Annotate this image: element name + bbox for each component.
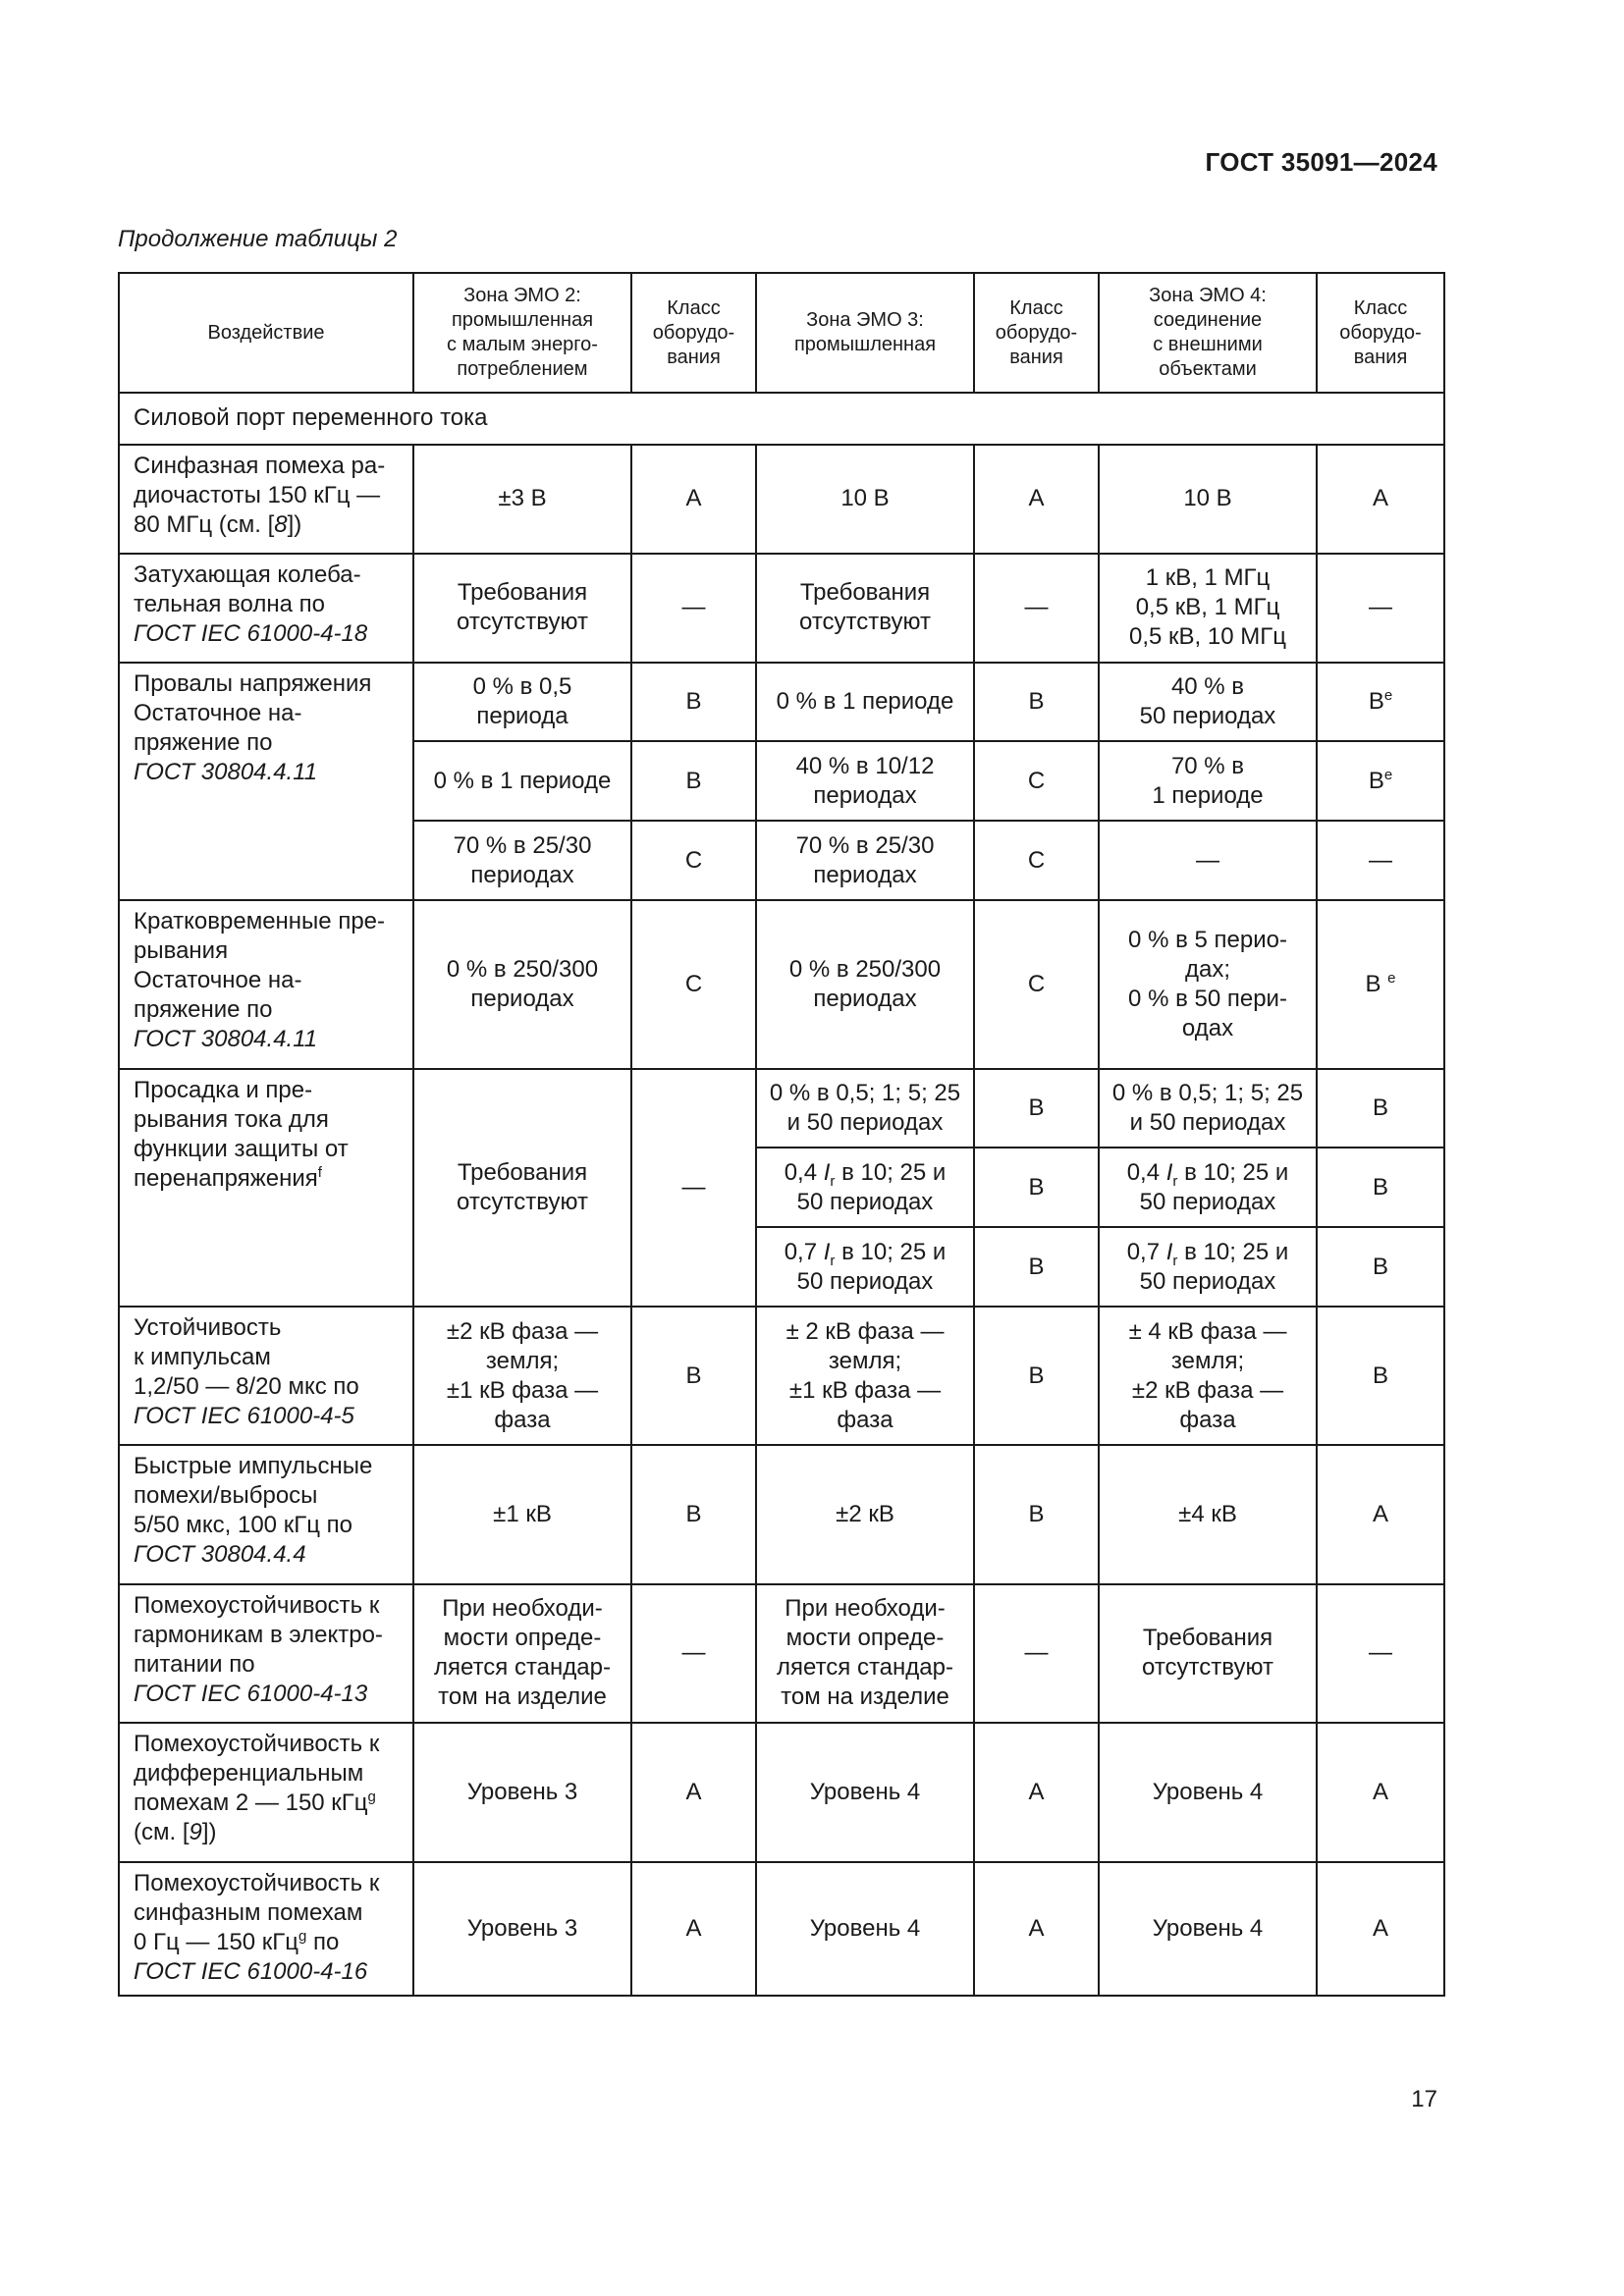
effect-cell xyxy=(119,900,413,1069)
effect-cell xyxy=(119,1445,413,1583)
effect-text: Быстрые импульсные помехи/выбросы 5/50 мкс, 100 кГц по xyxy=(134,1453,373,1539)
zone-4-value: 0 % в 5 перио- дах; 0 % в 50 пери- одах xyxy=(1099,900,1317,1069)
reference-text: 8 xyxy=(274,510,288,538)
column-header-class-3: Класс оборудо- вания xyxy=(974,273,1099,393)
table-row xyxy=(119,1445,1444,1583)
effect-text-tail: ]) xyxy=(287,510,302,538)
zone-3-value: 0 % в 0,5; 1; 5; 25 и 50 периодах xyxy=(756,1069,974,1148)
class-3-value: B xyxy=(974,1148,1099,1227)
value-suffix: в 10; 25 и 50 периодах xyxy=(1139,1158,1289,1215)
current-subscript: r xyxy=(830,1252,836,1269)
zone-2-value: При необходи- мости опреде- ляется стандар- том на изделие xyxy=(413,1584,631,1723)
class-4-value: B xyxy=(1317,1148,1444,1227)
class-4-value: A xyxy=(1317,1445,1444,1583)
table-row xyxy=(119,554,1444,663)
zone-3-value: При необходи- мости опреде- ляется стандар- том на изделие xyxy=(756,1584,974,1723)
class-4-value: — xyxy=(1317,554,1444,663)
class-4-value xyxy=(1317,663,1444,742)
zone-4-value xyxy=(1099,1227,1317,1307)
class-3-value: B xyxy=(974,1069,1099,1148)
section-title: Силовой порт переменного тока xyxy=(119,393,1444,445)
zone-2-value: 0 % в 250/300 периодах xyxy=(413,900,631,1069)
effect-text-middle: по xyxy=(306,1928,340,1955)
footnote-mark: e xyxy=(1383,687,1393,705)
effect-text: Помехоустойчивость к дифференциальным помехам 2 — 150 кГц xyxy=(134,1731,380,1817)
table-row xyxy=(119,663,1444,742)
class-4-value: A xyxy=(1317,445,1444,554)
reference-text: ГОСТ IEC 61000-4-5 xyxy=(134,1403,354,1430)
current-symbol: I xyxy=(1165,1238,1173,1265)
zone-2-value: ±1 кВ xyxy=(413,1445,631,1583)
effect-text: Кратковременные пре- рывания Остаточное на- пряжение по xyxy=(134,908,386,1023)
class-4-value: B xyxy=(1317,1227,1444,1307)
class-4-value xyxy=(1317,900,1444,1069)
zone-3-value: 10 В xyxy=(756,445,974,554)
effect-text: Помехоустойчивость к синфазным помехам 0 Гц — 150 кГц xyxy=(134,1869,380,1955)
zone-2-value: ±3 В xyxy=(413,445,631,554)
class-3-value: B xyxy=(974,1227,1099,1307)
zone-3-value: Уровень 4 xyxy=(756,1862,974,1996)
effect-text: Просадка и пре- рывания тока для функции защиты от перенапряжения xyxy=(134,1076,349,1192)
effect-cell xyxy=(119,554,413,663)
footnote-mark: g xyxy=(298,1927,307,1945)
current-symbol: I xyxy=(1165,1158,1173,1186)
table-row xyxy=(119,900,1444,1069)
class-3-value: B xyxy=(974,1307,1099,1445)
reference-text: 9 xyxy=(189,1819,202,1846)
class-3-value: A xyxy=(974,1723,1099,1861)
zone-3-value: 70 % в 25/30 периодах xyxy=(756,821,974,900)
zone-2-value: Требования отсутствуют xyxy=(413,554,631,663)
current-subscript: r xyxy=(1172,1252,1178,1269)
value-prefix: 0,4 xyxy=(1126,1158,1161,1186)
class-2-value: C xyxy=(631,821,756,900)
zone-4-value: 70 % в 1 периоде xyxy=(1099,741,1317,821)
zone-2-value: 0 % в 0,5 периода xyxy=(413,663,631,742)
reference-text: ГОСТ IEC 61000-4-16 xyxy=(134,1957,368,1985)
value-suffix: в 10; 25 и 50 периодах xyxy=(796,1238,947,1295)
zone-3-value: 40 % в 10/12 периодах xyxy=(756,741,974,821)
zone-2-value: ±2 кВ фаза — земля; ±1 кВ фаза — фаза xyxy=(413,1307,631,1445)
zone-4-value: ± 4 кВ фаза — земля; ±2 кВ фаза — фаза xyxy=(1099,1307,1317,1445)
table-header-row xyxy=(119,273,1444,393)
reference-text: ГОСТ IEC 61000-4-18 xyxy=(134,619,368,647)
class-3-value: B xyxy=(974,663,1099,742)
class-2-value: C xyxy=(631,900,756,1069)
class-letter: B xyxy=(1368,767,1384,794)
value-suffix: в 10; 25 и 50 периодах xyxy=(796,1158,947,1215)
column-header-zone-4: Зона ЭМО 4: соединение с внешними объектами xyxy=(1099,273,1317,393)
class-2-value: — xyxy=(631,554,756,663)
zone-3-value: 0 % в 250/300 периодах xyxy=(756,900,974,1069)
table-row xyxy=(119,445,1444,554)
section-row xyxy=(119,393,1444,445)
effect-text: Помехоустойчивость к гармоникам в электро- питании по xyxy=(134,1591,383,1678)
zone-4-value: 0 % в 0,5; 1; 5; 25 и 50 периодах xyxy=(1099,1069,1317,1148)
zone-4-value: — xyxy=(1099,821,1317,900)
class-3-value: B xyxy=(974,1445,1099,1583)
effect-text: Затухающая колеба- тельная волна по xyxy=(134,561,361,617)
class-4-value: B xyxy=(1317,1307,1444,1445)
document-code: ГОСТ 35091—2024 xyxy=(1205,147,1437,177)
effect-cell xyxy=(119,1862,413,1996)
page-number: 17 xyxy=(1411,2086,1437,2112)
effect-cell xyxy=(119,445,413,554)
effect-cell xyxy=(119,1723,413,1861)
class-letter: B xyxy=(1365,970,1381,997)
class-3-value: A xyxy=(974,445,1099,554)
zone-3-value xyxy=(756,1148,974,1227)
zone-4-value: ±4 кВ xyxy=(1099,1445,1317,1583)
reference-text: ГОСТ 30804.4.11 xyxy=(134,1026,318,1052)
effect-cell xyxy=(119,1584,413,1723)
column-header-zone-2: Зона ЭМО 2: промышленная с малым энерго- потреблением xyxy=(413,273,631,393)
column-header-effect: Воздействие xyxy=(119,273,413,393)
zone-4-value: 40 % в 50 периодах xyxy=(1099,663,1317,742)
effect-cell xyxy=(119,1307,413,1445)
zone-3-value: Требования отсутствуют xyxy=(756,554,974,663)
reference-text: ГОСТ 30804.4.11 xyxy=(134,758,318,785)
zone-4-value: 1 кВ, 1 МГц 0,5 кВ, 1 МГц 0,5 кВ, 10 МГц xyxy=(1099,554,1317,663)
value-prefix: 0,4 xyxy=(784,1158,818,1186)
value-prefix: 0,7 xyxy=(784,1238,818,1265)
zone-2-value: Требования отсутствуют xyxy=(413,1069,631,1307)
effect-cell xyxy=(119,1069,413,1307)
zone-4-value: Требования отсутствуют xyxy=(1099,1584,1317,1723)
table-row xyxy=(119,1584,1444,1723)
column-header-class-2: Класс оборудо- вания xyxy=(631,273,756,393)
zone-3-value: ±2 кВ xyxy=(756,1445,974,1583)
zone-2-value: Уровень 3 xyxy=(413,1723,631,1861)
table-caption: Продолжение таблицы 2 xyxy=(118,226,398,252)
table-row xyxy=(119,1723,1444,1861)
footnote-mark: e xyxy=(1383,766,1393,783)
class-letter: B xyxy=(1368,688,1384,716)
effect-text: Устойчивость к импульсам 1,2/50 — 8/20 мкс по xyxy=(134,1314,359,1401)
zone-4-value xyxy=(1099,1148,1317,1227)
class-2-value: — xyxy=(631,1069,756,1307)
current-subscript: r xyxy=(830,1172,836,1190)
zone-3-value: 0 % в 1 периоде xyxy=(756,663,974,742)
class-4-value: — xyxy=(1317,821,1444,900)
zone-3-value: ± 2 кВ фаза — земля; ±1 кВ фаза — фаза xyxy=(756,1307,974,1445)
table-row xyxy=(119,1069,1444,1148)
class-2-value: B xyxy=(631,741,756,821)
class-4-value: A xyxy=(1317,1862,1444,1996)
class-2-value: A xyxy=(631,1723,756,1861)
zone-4-value: Уровень 4 xyxy=(1099,1862,1317,1996)
zone-2-value: Уровень 3 xyxy=(413,1862,631,1996)
class-3-value: C xyxy=(974,900,1099,1069)
class-4-value: — xyxy=(1317,1584,1444,1723)
table-row xyxy=(119,1307,1444,1445)
zone-4-value: Уровень 4 xyxy=(1099,1723,1317,1861)
current-symbol: I xyxy=(823,1238,831,1265)
reference-text: ГОСТ 30804.4.4 xyxy=(134,1541,306,1569)
class-3-value: — xyxy=(974,1584,1099,1723)
class-4-value: A xyxy=(1317,1723,1444,1861)
current-symbol: I xyxy=(823,1158,831,1186)
footnote-mark: g xyxy=(367,1789,376,1806)
class-3-value: — xyxy=(974,554,1099,663)
table-row xyxy=(119,1862,1444,1996)
value-suffix: в 10; 25 и 50 периодах xyxy=(1139,1238,1289,1295)
zone-3-value xyxy=(756,1227,974,1307)
class-4-value xyxy=(1317,741,1444,821)
class-2-value: A xyxy=(631,1862,756,1996)
effect-text: Синфазная помеха ра- диочастоты 150 кГц — 80 МГц (см. [ xyxy=(134,452,386,538)
class-3-value: A xyxy=(974,1862,1099,1996)
class-3-value: C xyxy=(974,821,1099,900)
effect-text: Провалы напряжения Остаточное на- пряжение по xyxy=(134,669,372,756)
class-2-value: B xyxy=(631,1307,756,1445)
value-prefix: 0,7 xyxy=(1126,1238,1161,1265)
effect-text-middle: (см. [ xyxy=(134,1819,189,1846)
current-subscript: r xyxy=(1172,1172,1178,1190)
footnote-mark: f xyxy=(317,1163,322,1181)
class-2-value: A xyxy=(631,445,756,554)
class-2-value: — xyxy=(631,1584,756,1723)
effect-text-tail: ]) xyxy=(201,1819,217,1846)
zone-3-value: Уровень 4 xyxy=(756,1723,974,1861)
class-4-value: B xyxy=(1317,1069,1444,1148)
zone-4-value: 10 В xyxy=(1099,445,1317,554)
effect-cell xyxy=(119,663,413,900)
requirements-table xyxy=(118,272,1445,1997)
column-header-zone-3: Зона ЭМО 3: промышленная xyxy=(756,273,974,393)
class-2-value: B xyxy=(631,663,756,742)
footnote-mark: e xyxy=(1387,969,1396,987)
reference-text: ГОСТ IEC 61000-4-13 xyxy=(134,1680,368,1707)
class-2-value: B xyxy=(631,1445,756,1583)
zone-2-value: 0 % в 1 периоде xyxy=(413,741,631,821)
class-3-value: C xyxy=(974,741,1099,821)
zone-2-value: 70 % в 25/30 периодах xyxy=(413,821,631,900)
column-header-class-4: Класс оборудо- вания xyxy=(1317,273,1444,393)
